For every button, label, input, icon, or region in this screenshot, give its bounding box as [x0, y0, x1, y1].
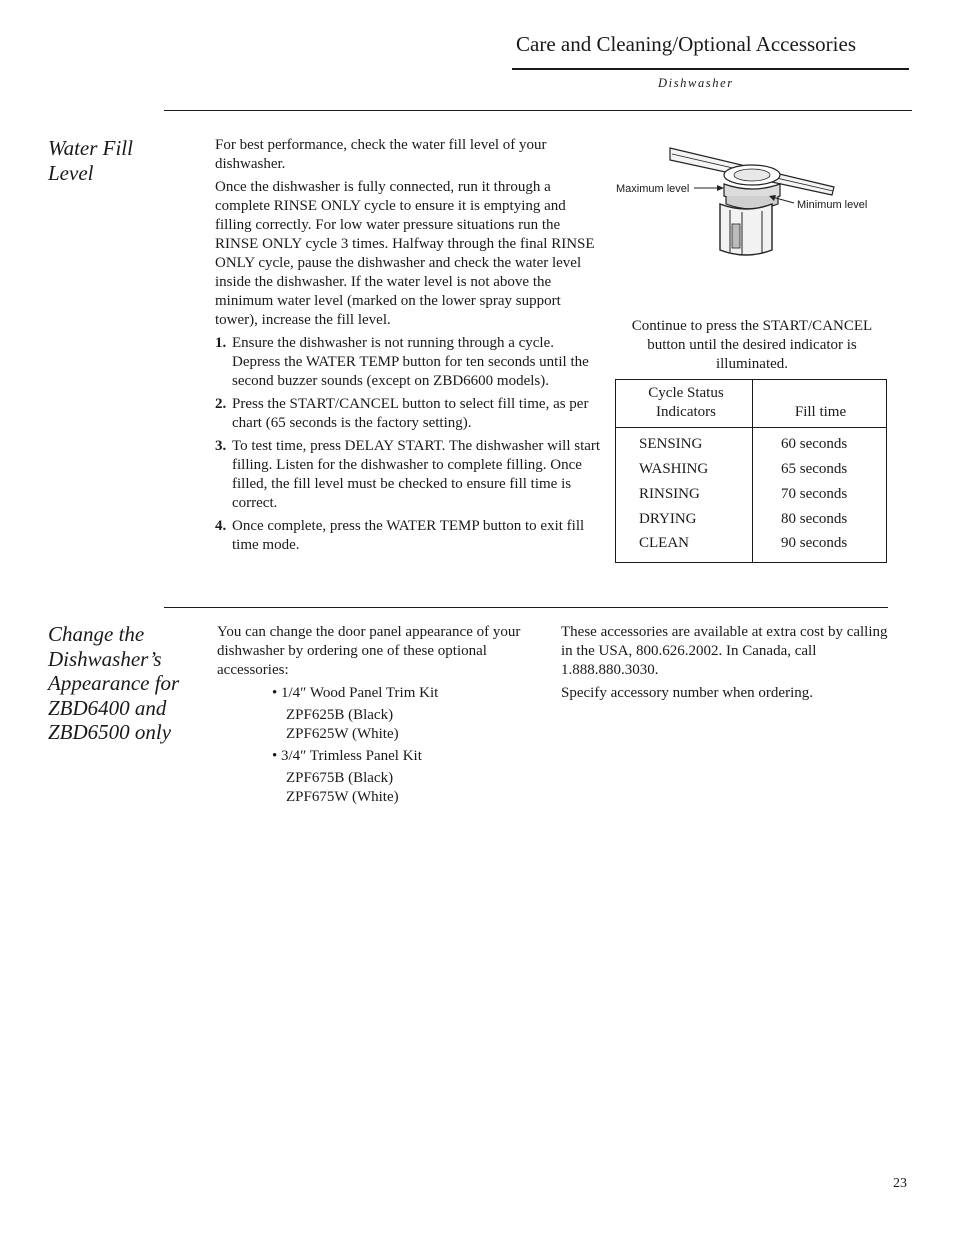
step-text: To test time, press DELAY START. The dishwasher will start filling. Listen for the dishwasher to complete filling. Once filled, the fill level must be checked to ensure fill time is correct. [232, 438, 601, 511]
cycle-status-cell: WASHING [639, 461, 709, 477]
fill-time-table [615, 379, 887, 563]
fill-time-cell: 90 seconds [781, 535, 848, 551]
step-number: 2. [215, 396, 227, 412]
step-item [215, 395, 605, 433]
kit-name: • 1/4″ Wood Panel Trim Kit [272, 685, 439, 701]
appearance-accessories [217, 623, 537, 807]
table-row [616, 534, 888, 553]
specify-text: Specify accessory number when ordering. [561, 685, 813, 701]
water-fill-intro: For best performance, check the water fill level of your dishwasher. [215, 137, 547, 172]
page-header-subtitle: Dishwasher [658, 76, 734, 90]
step-item [215, 437, 605, 513]
fill-time-cell: 65 seconds [781, 461, 848, 477]
table-row [616, 510, 888, 529]
fill-time-cell: 80 seconds [781, 511, 848, 527]
availability-text: These accessories are available at extra cost by calling in the USA, 800.626.2002. In Canada, call 1.888.880.3030. [561, 624, 888, 678]
step-text: Once complete, press the WATER TEMP button to exit fill time mode. [232, 518, 585, 553]
table-row [616, 485, 888, 504]
page-header-title: Care and Cleaning/Optional Accessories [516, 32, 856, 56]
header-divider [512, 68, 909, 70]
section-title-appearance: Change the Dishwasher’s Appearance for ZBD6400 and ZBD6500 only [48, 622, 180, 744]
cycle-status-cell: DRYING [639, 511, 697, 527]
step-item [215, 334, 605, 391]
step-number: 4. [215, 518, 227, 534]
table-row [616, 435, 888, 454]
table-header-fill-time: Fill time [794, 404, 847, 420]
step-item [215, 517, 605, 555]
kit-code: ZPF675W (White) [286, 789, 399, 805]
section-divider-water-fill [164, 110, 912, 111]
fill-time-cell: 60 seconds [781, 436, 848, 452]
cycle-status-cell: RINSING [639, 486, 700, 502]
minimum-level-label: Minimum level [797, 199, 868, 211]
accessory-kit [217, 747, 537, 807]
table-caption: Continue to press the START/CANCEL button until the desired indicator is illuminated. [631, 318, 873, 372]
kit-codes [272, 769, 537, 807]
water-fill-steps [215, 334, 605, 555]
accessory-kit [217, 684, 537, 744]
table-row [616, 460, 888, 479]
table-header-divider [616, 427, 886, 428]
kit-codes [272, 706, 537, 744]
step-text: Ensure the dishwasher is not running through a cycle. Depress the WATER TEMP button for ten seconds until the second buzzer sounds (except on ZBD6600 models). [232, 335, 589, 389]
step-number: 1. [215, 335, 227, 351]
water-fill-instructions [215, 136, 605, 559]
kit-name: • 3/4″ Trimless Panel Kit [272, 748, 422, 764]
step-number: 3. [215, 438, 227, 454]
appearance-intro: You can change the door panel appearance of your dishwasher by ordering one of these optional accessories: [217, 624, 521, 678]
ordering-info [561, 623, 891, 707]
lower-spray-tower [720, 204, 772, 255]
kit-code: ZPF625W (White) [286, 726, 399, 742]
water-fill-paragraph: Once the dishwasher is fully connected, run it through a complete RINSE ONLY cycle to ensure it is emptying and filling correctly. For low water pressure situations run the RINSE ONLY cycle 3 times. Halfway through the final RINSE ONLY cycle, pause the dishwasher and check the water level inside the dishwasher. If the water level is not above the minimum water level (marked on the lower spray support tower), increase the fill level. [215, 179, 595, 328]
page-number: 23 [893, 1176, 907, 1191]
fill-time-cell: 70 seconds [781, 486, 848, 502]
kit-code: ZPF625B (Black) [286, 707, 394, 723]
step-text: Press the START/CANCEL button to select fill time, as per chart (65 seconds is the factory setting). [232, 396, 589, 431]
table-header-status: Cycle Status Indicators [648, 385, 724, 420]
maximum-level-label: Maximum level [616, 183, 690, 195]
cycle-status-cell: SENSING [639, 436, 703, 452]
kit-code: ZPF675B (Black) [286, 770, 394, 786]
section-title-water-fill: Water Fill Level [48, 136, 133, 185]
cycle-status-cell: CLEAN [639, 535, 689, 551]
section-divider-appearance [164, 607, 888, 608]
